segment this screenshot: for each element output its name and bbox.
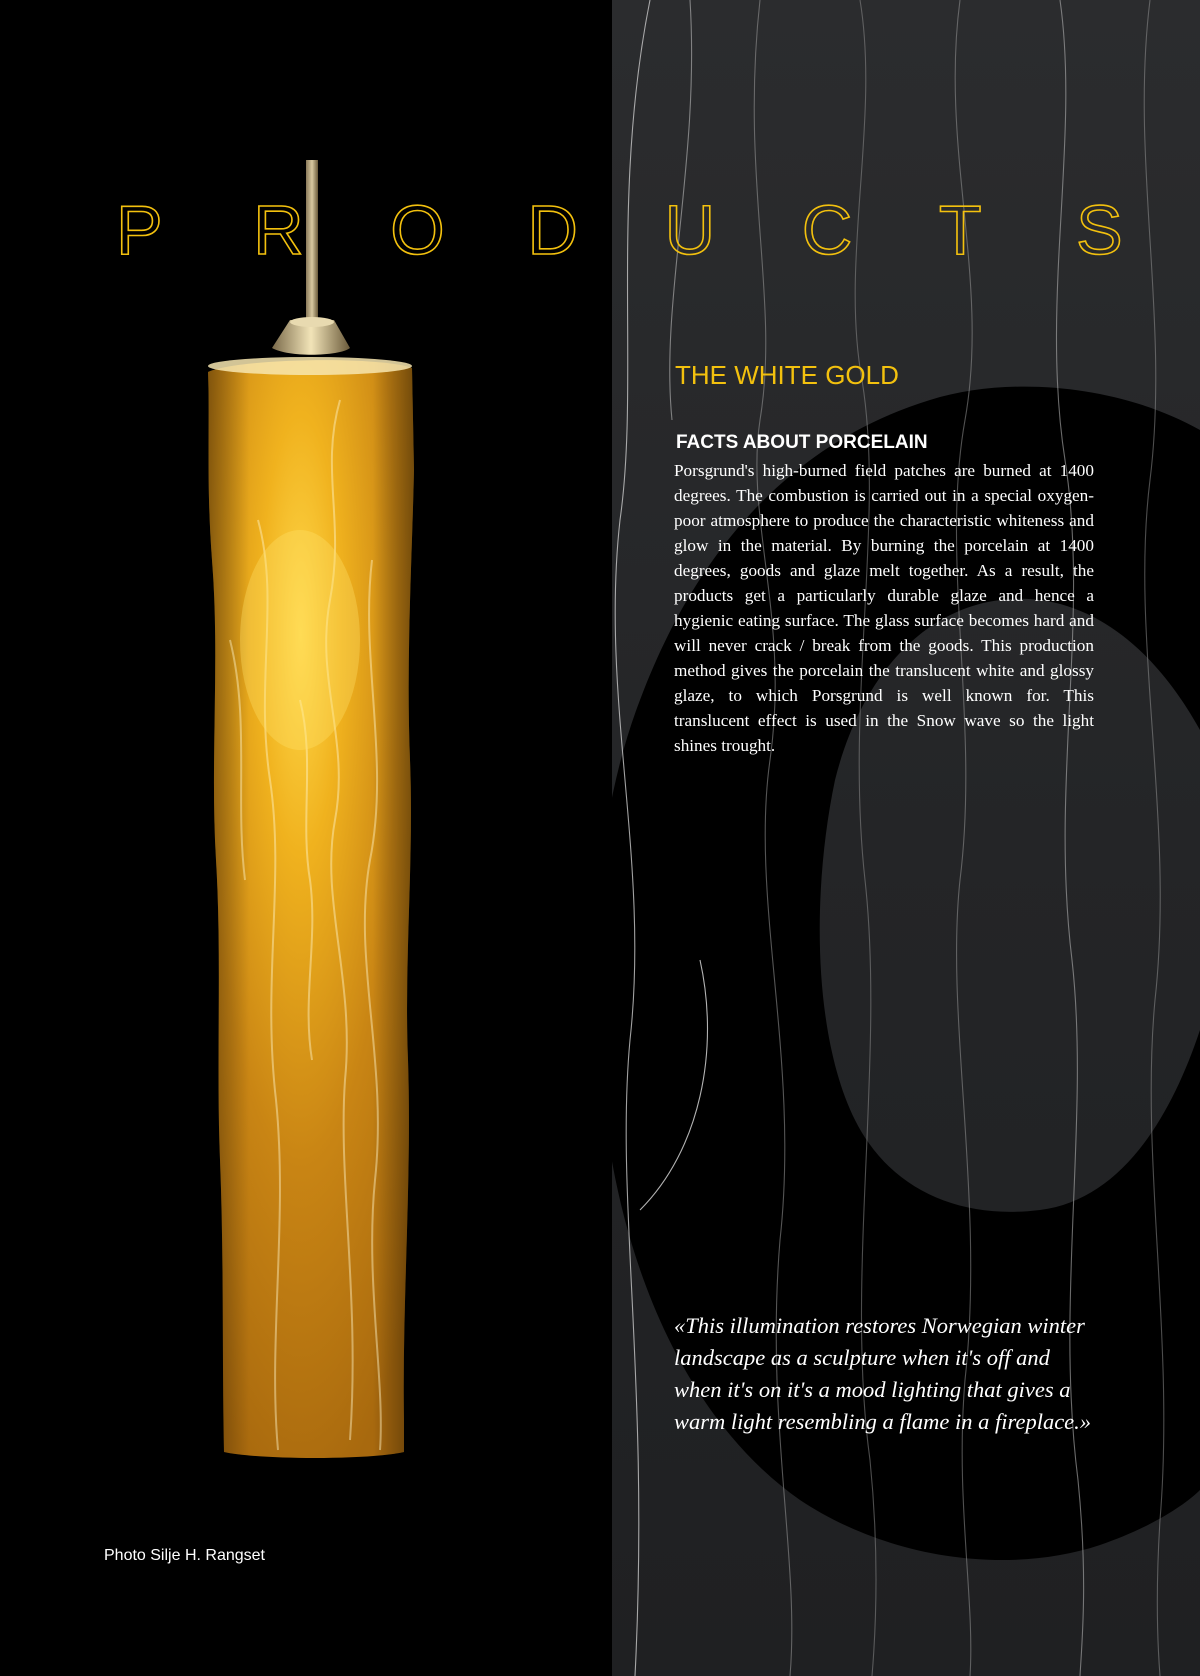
pull-quote: «This illumination restores Norwegian winter landscape as a sculpture when it's off and when it's on it's a mood lighting that gives a warm light resembling a flame in a fireplace.»	[674, 1313, 1092, 1434]
photo-credit: Photo Silje H. Rangset	[104, 1547, 265, 1564]
page-title	[116, 190, 1123, 270]
title-letter: P	[116, 191, 163, 269]
facts-heading: FACTS ABOUT PORCELAIN	[676, 432, 928, 453]
section-heading: THE WHITE GOLD	[675, 360, 899, 390]
title-letter: U	[664, 191, 716, 269]
top-black-block	[0, 0, 612, 158]
title-letter: S	[1075, 191, 1123, 269]
title-letter: R	[253, 191, 304, 269]
title-letter: D	[527, 191, 578, 269]
title-letter: O	[390, 191, 445, 269]
title-letter: C	[801, 191, 853, 269]
facts-body-text: Porsgrund's high-burned field patches are burned at 1400 degrees. The combustion is carried out in a special oxygen-poor atmosphere to produce the characteristic whiteness and glow in the material. By burning the porcelain at 1400 degrees, goods and glaze melt together. As a result, the products get a particularly durable glaze and hence a hygienic eating surface. The glass surface becomes hard and will never crack / break from the goods. This production method gives the porcelain the translucent white and glossy glaze, to which Porsgrund is well known for. This translucent effect is used in the Snow wave so the light shines trought.	[674, 461, 1094, 755]
title-letter: T	[938, 191, 982, 269]
